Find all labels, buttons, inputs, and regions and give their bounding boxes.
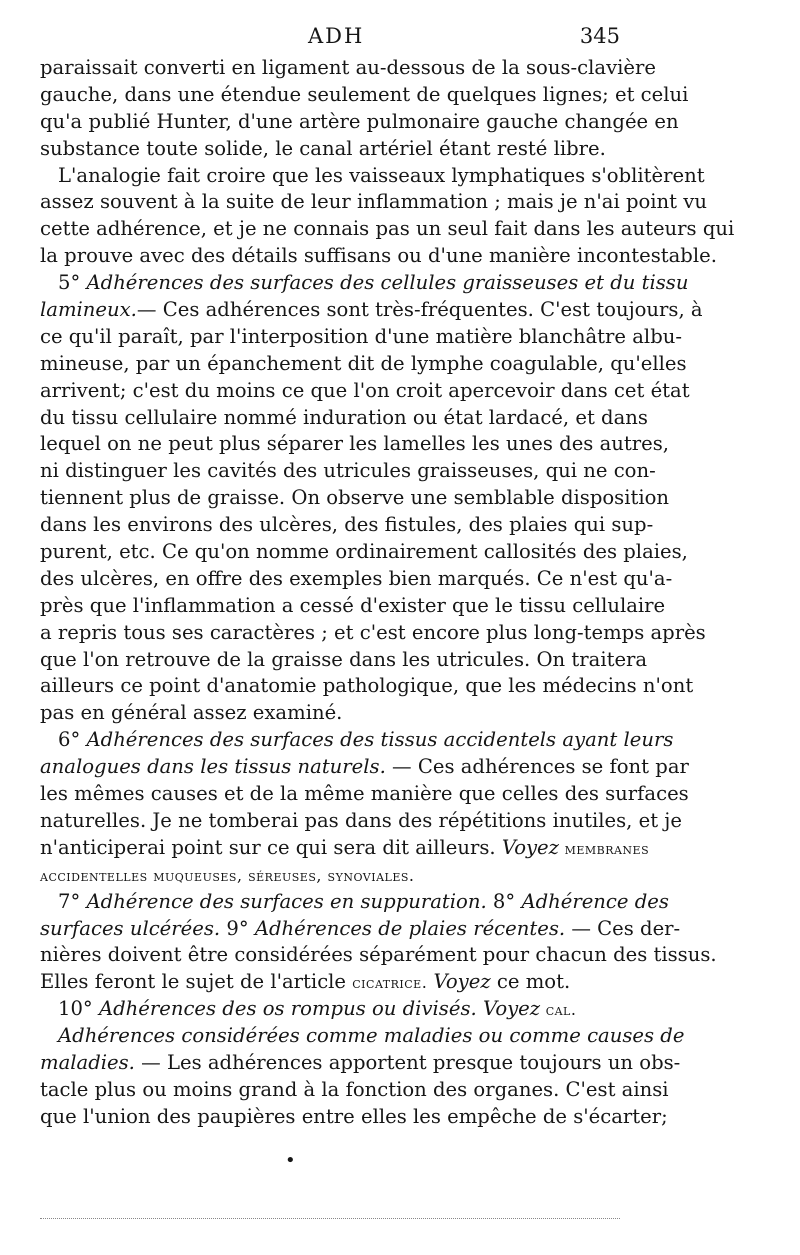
text-segment: ce mot. (490, 970, 571, 994)
text-segment: ce qu'il paraît, par l'interposition d'une matière blanchâtre albu- (40, 324, 682, 348)
text-segment: substance toute solide, le canal artériel étant resté libre. (40, 136, 606, 160)
text-line (40, 109, 679, 136)
text-segment: pas en général assez examiné. (40, 701, 343, 725)
text-segment: — Ces adhérences se font par (385, 755, 689, 779)
italic-text: Voyez (433, 970, 491, 994)
text-segment: nières doivent être considérées séparément pour chacun des tissus. (40, 943, 717, 967)
italic-text: Adhérence des (521, 889, 669, 913)
text-line (40, 270, 689, 297)
text-line (40, 136, 620, 163)
text-line (40, 862, 620, 889)
italic-text: Adhérences considérées comme maladies ou comme causes de (58, 1024, 685, 1048)
text-line (40, 727, 674, 754)
text-line (40, 969, 620, 996)
bottom-rule (40, 1218, 620, 1219)
italic-text: Voyez (482, 997, 541, 1021)
text-line (40, 405, 648, 432)
text-segment: lequel on ne peut plus séparer les lamelles les unes des autres, (40, 432, 669, 456)
text-segment: Elles feront le sujet de l'article (40, 970, 353, 994)
text-segment: 5° (58, 271, 87, 295)
text-line (40, 996, 620, 1023)
text-segment: tacle plus ou moins grand à la fonction des organes. C'est ainsi (40, 1077, 669, 1101)
text-segment: paraissait converti en ligament au-dessous de la sous-clavière (40, 56, 656, 79)
ink-speck: • (285, 1150, 296, 1171)
text-segment: des ulcères, en offre des exemples bien marqués. Ce n'est qu'a- (40, 566, 673, 590)
text-line (40, 512, 654, 539)
small-caps-text: membranes (558, 838, 650, 858)
text-segment: dans les environs des ulcères, des fistules, des plaies qui sup- (40, 513, 654, 537)
text-line (40, 485, 670, 512)
page-number: 345 (579, 24, 620, 48)
text-line (40, 1050, 681, 1077)
text-segment: — Les adhérences apportent presque toujours un obs- (134, 1050, 681, 1074)
text-line (40, 620, 706, 647)
text-line (40, 378, 690, 405)
text-line (40, 1023, 685, 1050)
text-line (40, 835, 650, 862)
text-segment: — Ces der- (565, 916, 681, 940)
text-segment: arrivent; c'est du moins ce que l'on croit apercevoir dans cet état (40, 378, 690, 402)
small-caps-text: accidentelles muqueuses, séreuses, synoviales. (40, 865, 415, 885)
italic-text: maladies. (40, 1050, 135, 1074)
italic-text: analogues dans les tissus naturels. (40, 755, 386, 779)
running-title: ADH (308, 24, 365, 48)
text-line (40, 916, 681, 943)
text-line (40, 82, 689, 109)
text-line (40, 942, 717, 969)
text-line (40, 324, 682, 351)
text-line (40, 673, 694, 700)
text-line (40, 458, 656, 485)
text-segment: que l'union des paupières entre elles les empêche de s'écarter; (40, 1104, 668, 1128)
text-segment: ni distinguer les cavités des utricules graisseuses, qui ne con- (40, 459, 656, 483)
text-segment: L'analogie fait croire que les vaisseaux lymphatiques s'oblitèrent (58, 163, 705, 187)
text-segment: la prouve avec des détails suffisans ou d'une manière incontestable. (40, 244, 717, 268)
text-segment: du tissu cellulaire nommé induration ou état lardacé, et dans (40, 405, 648, 429)
text-segment: 9° (220, 916, 255, 940)
text-line (40, 189, 707, 216)
italic-text: Adhérences des surfaces des tissus accidentels ayant leurs (86, 728, 674, 752)
text-line (40, 216, 735, 243)
text-segment: 10° (58, 997, 99, 1021)
text-line (40, 808, 682, 835)
text-segment: a repris tous ses caractères ; et c'est encore plus long-temps après (40, 620, 706, 644)
text-line (40, 1104, 668, 1131)
text-segment: 8° (486, 889, 522, 913)
text-line (40, 163, 705, 190)
text-segment: mineuse, par un épanchement dit de lymphe coagulable, qu'elles (40, 351, 687, 375)
text-line (40, 754, 689, 781)
italic-text: Voyez (501, 835, 559, 859)
text-segment: que l'on retrouve de la graisse dans les utricules. On traitera (40, 647, 648, 671)
text-line (40, 566, 673, 593)
text-line (40, 297, 703, 324)
italic-text: Adhérences des os rompus ou divisés. (98, 997, 477, 1021)
text-segment: 7° (58, 889, 87, 913)
text-line (40, 889, 669, 916)
text-segment: cette adhérence, et je ne connais pas un seul fait dans les auteurs qui (40, 217, 735, 241)
text-segment: naturelles. Je ne tomberai pas dans des répétitions inutiles, et je (40, 808, 682, 832)
body-text (40, 55, 735, 1131)
text-segment: 6° (58, 728, 87, 752)
text-segment: qu'a publié Hunter, d'une artère pulmonaire gauche changée en (40, 109, 679, 133)
text-line (40, 593, 666, 620)
text-segment: gauche, dans une étendue seulement de quelques lignes; et celui (40, 82, 689, 106)
italic-text: Adhérences des surfaces des cellules graisseuses et du tissu (86, 271, 689, 295)
italic-text: surfaces ulcérées. (40, 916, 221, 940)
text-line (40, 55, 656, 82)
running-header (40, 24, 620, 54)
text-segment: — Ces adhérences sont très-fréquentes. C'est toujours, à (136, 298, 703, 322)
italic-text: Adhérence des surfaces en suppuration. (86, 889, 487, 913)
text-segment: ailleurs ce point d'anatomie pathologique, que les médecins n'ont (40, 674, 694, 698)
italic-text: lamineux. (40, 298, 137, 322)
text-line (40, 1077, 669, 1104)
text-segment: les mêmes causes et de la même manière que celles des surfaces (40, 782, 689, 806)
text-segment: purent, etc. Ce qu'on nomme ordinairement callosités des plaies, (40, 540, 688, 564)
small-caps-text: cicatrice. (352, 973, 428, 993)
text-segment: près que l'inflammation a cessé d'exister que le tissu cellulaire (40, 593, 666, 617)
text-segment: assez souvent à la suite de leur inflammation ; mais je n'ai point vu (40, 190, 707, 214)
text-line (40, 539, 688, 566)
text-line (40, 781, 689, 808)
text-line (40, 431, 669, 458)
text-line (40, 700, 620, 727)
text-segment: tiennent plus de graisse. On observe une semblable disposition (40, 486, 670, 510)
text-line (40, 647, 648, 674)
small-caps-text: cal. (540, 1000, 577, 1020)
text-line (40, 243, 717, 270)
text-segment: n'anticiperai point sur ce qui sera dit ailleurs. (40, 835, 502, 859)
italic-text: Adhérences de plaies récentes. (254, 916, 566, 940)
text-line (40, 351, 687, 378)
